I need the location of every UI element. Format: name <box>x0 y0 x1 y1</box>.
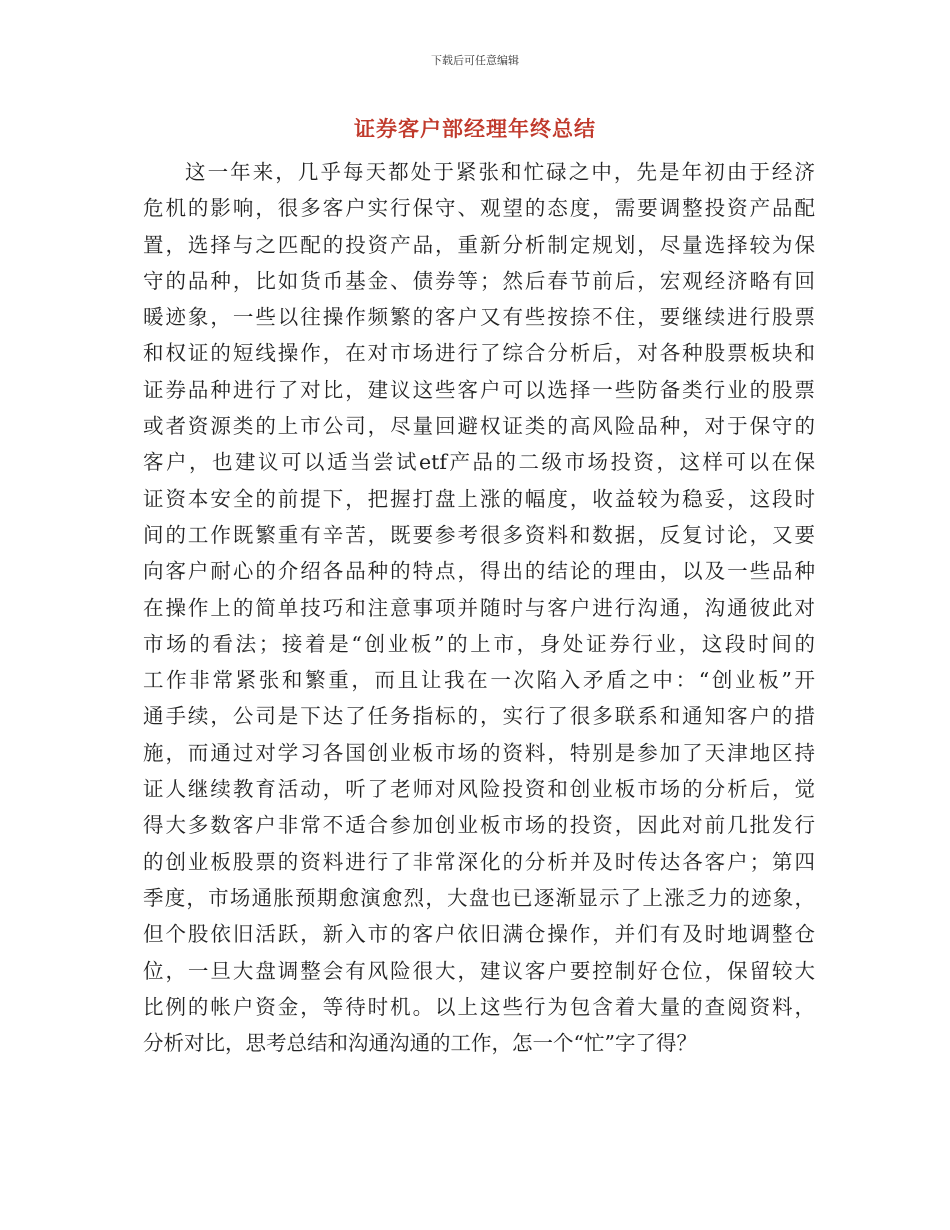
paragraph-line: 或者资源类的上市公司，尽量回避权证类的高风险品种，对于保守的 <box>143 414 815 439</box>
paragraph-line: 间的工作既繁重有辛苦，既要参考很多资料和数据，反复讨论，又要 <box>143 522 815 547</box>
paragraph-line: 施，而通过对学习各国创业板市场的资料，特别是参加了天津地区持 <box>143 740 815 765</box>
paragraph-line: 的创业板股票的资料进行了非常深化的分析并及时传达各客户；第四 <box>143 849 815 874</box>
document-title: 证券客户部经理年终总结 <box>354 117 596 141</box>
paragraph-line: 工作非常紧张和繁重，而且让我在一次陷入矛盾之中：“创业板”开 <box>143 668 815 693</box>
paragraph-line: 在操作上的简单技巧和注意事项并随时与客户进行沟通，沟通彼此对 <box>143 595 815 620</box>
paragraph-line: 比例的帐户资金，等待时机。以上这些行为包含着大量的查阅资料， <box>143 994 815 1019</box>
paragraph-line: 证人继续教育活动，听了老师对风险投资和创业板市场的分析后，觉 <box>143 777 815 802</box>
paragraph-line: 向客户耐心的介绍各品种的特点，得出的结论的理由，以及一些品种 <box>143 559 815 584</box>
paragraph-line: 客户，也建议可以适当尝试etf产品的二级市场投资，这样可以在保 <box>143 450 815 475</box>
body-paragraph <box>143 154 815 1061</box>
paragraph-line: 暖迹象，一些以往操作频繁的客户又有些按捺不住，要继续进行股票 <box>143 305 815 330</box>
paragraph-line: 得大多数客户非常不适合参加创业板市场的投资，因此对前几批发行 <box>143 813 815 838</box>
paragraph-line: 证券品种进行了对比，建议这些客户可以选择一些防备类行业的股票 <box>143 377 815 402</box>
paragraph-line: 通手续，公司是下达了任务指标的，实行了很多联系和通知客户的措 <box>143 704 815 729</box>
paragraph-line: 季度，市场通胀预期愈演愈烈，大盘也已逐渐显示了上涨乏力的迹象， <box>143 885 815 910</box>
paragraph-line: 分析对比，思考总结和沟通沟通的工作，怎一个“忙”字了得？ <box>143 1031 697 1056</box>
page-header: 下载后可任意编辑 <box>431 54 519 67</box>
paragraph-line: 危机的影响，很多客户实行保守、观望的态度，需要调整投资产品配 <box>143 196 815 221</box>
paragraph-line: 但个股依旧活跃，新入市的客户依旧满仓操作，并们有及时地调整仓 <box>143 922 815 947</box>
paragraph-line: 和权证的短线操作，在对市场进行了综合分析后，对各种股票板块和 <box>143 341 815 366</box>
paragraph-line: 位，一旦大盘调整会有风险很大，建议客户要控制好仓位，保留较大 <box>143 958 815 983</box>
paragraph-line: 市场的看法；接着是“创业板”的上市，身处证券行业，这段时间的 <box>143 631 815 656</box>
paragraph-line: 证资本安全的前提下，把握打盘上涨的幅度，收益较为稳妥，这段时 <box>143 486 815 511</box>
paragraph-line: 这一年来，几乎每天都处于紧张和忙碌之中，先是年初由于经济 <box>185 160 815 184</box>
paragraph-line: 置，选择与之匹配的投资产品，重新分析制定规划，尽量选择较为保 <box>143 232 815 257</box>
paragraph-line: 守的品种，比如货币基金、债券等；然后春节前后，宏观经济略有回 <box>143 268 815 293</box>
